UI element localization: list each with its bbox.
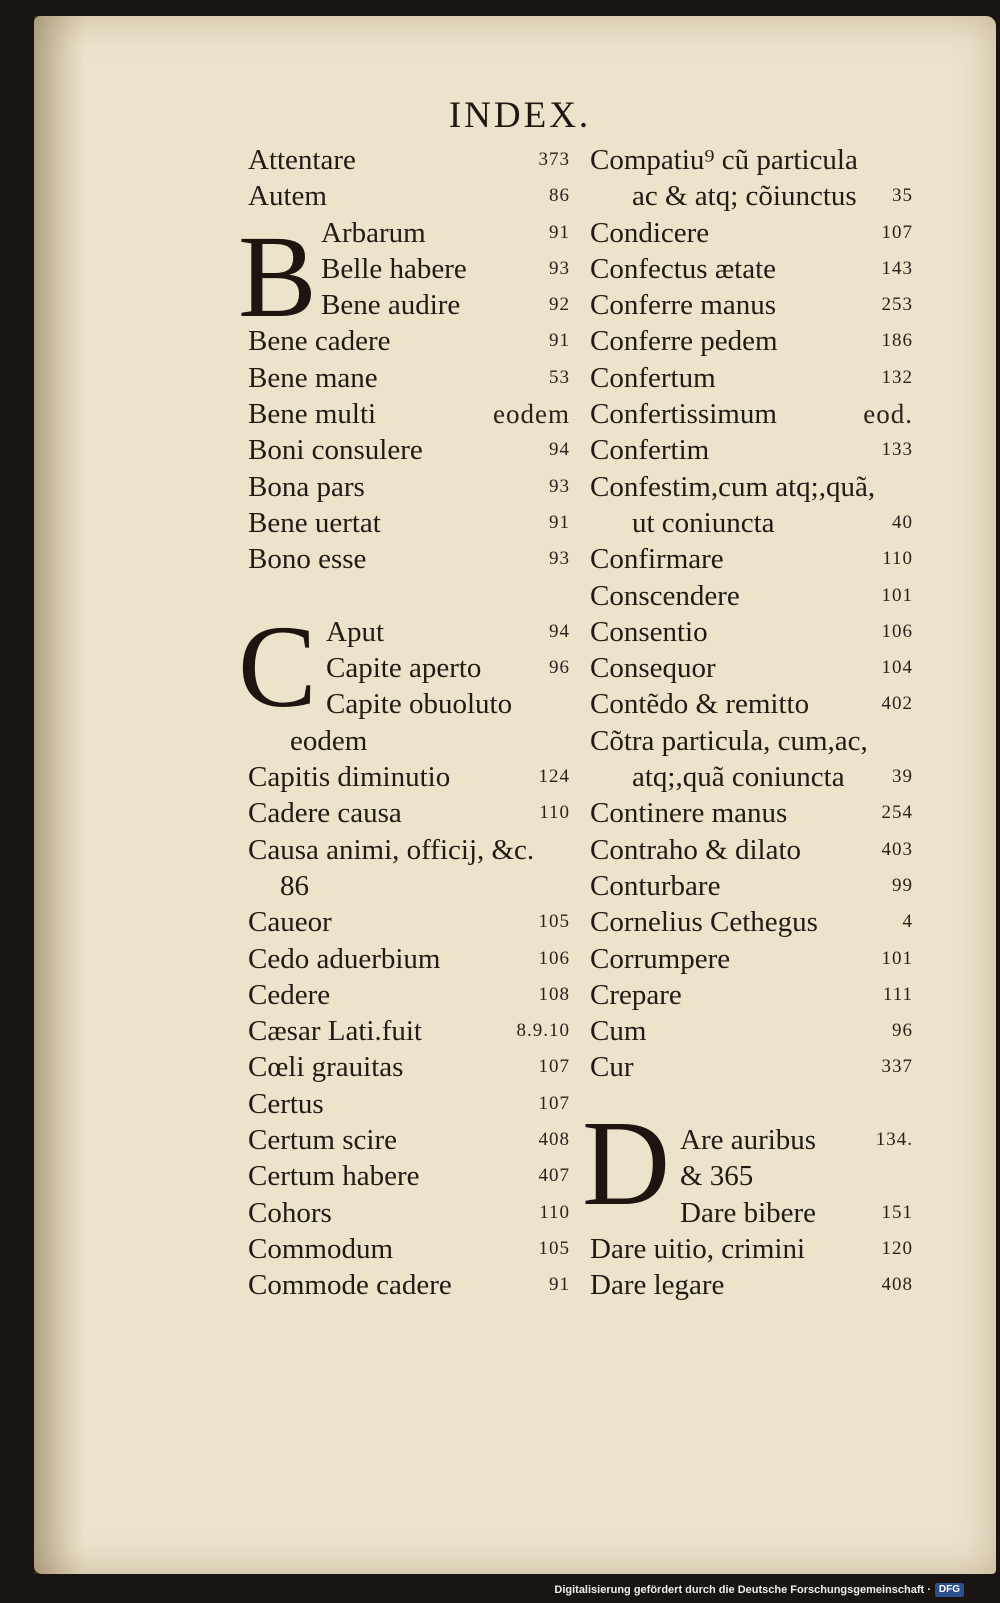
entry-term: & 365 — [680, 1160, 754, 1193]
index-entry — [248, 251, 570, 287]
index-entry — [248, 469, 570, 505]
entry-term: Cadere causa — [248, 797, 402, 830]
entry-page-number: 40 — [892, 511, 913, 533]
entry-term: Certum scire — [248, 1124, 397, 1157]
entry-page-number: 39 — [892, 766, 913, 788]
entry-term: Conturbare — [590, 869, 721, 902]
index-entry — [590, 686, 913, 722]
index-entry — [590, 1049, 913, 1085]
entry-page-number: eod. — [863, 399, 913, 430]
index-entry — [248, 432, 570, 468]
entry-term: Cum — [590, 1015, 647, 1048]
entry-page-number: 403 — [881, 838, 913, 860]
index-entry — [590, 941, 913, 977]
drop-cap-d: D — [582, 1096, 671, 1231]
entry-term: Capite aperto — [326, 652, 482, 685]
index-entry — [248, 1267, 570, 1303]
entry-term: Attentare — [248, 144, 356, 176]
entry-page-number: 91 — [549, 221, 570, 243]
entry-page-number: 110 — [882, 548, 913, 570]
index-entry — [248, 541, 570, 577]
entry-page-number: 94 — [549, 439, 570, 461]
entry-page-number: 133 — [881, 439, 913, 461]
entry-page-number: 120 — [881, 1237, 913, 1259]
entry-page-number: 151 — [881, 1201, 913, 1223]
entry-term: Cedere — [248, 978, 331, 1011]
entry-page-number: 107 — [538, 1092, 570, 1114]
index-entry — [248, 215, 570, 251]
entry-page-number: 254 — [881, 802, 913, 824]
index-entry — [590, 1122, 913, 1158]
entry-page-number: 134. — [875, 1129, 913, 1151]
entry-term: Cõtra particula, cum,ac, — [590, 724, 868, 757]
entry-page-number: 96 — [549, 657, 570, 679]
index-entry — [590, 396, 913, 432]
entry-page-number: 8.9.10 — [516, 1020, 570, 1042]
entry-term: Contẽdo & remitto — [590, 688, 810, 721]
index-column-right — [590, 142, 913, 1304]
index-entry — [248, 759, 570, 795]
entry-term: Cornelius Cethegus — [590, 906, 818, 939]
index-column-left — [248, 142, 570, 1304]
entry-term: Confestim,cum atq;,quã, — [590, 470, 876, 503]
entry-term: Capitis diminutio — [248, 761, 451, 794]
index-entry — [590, 432, 913, 468]
entry-page-number: 110 — [539, 1201, 570, 1223]
index-entry — [590, 795, 913, 831]
entry-term: Contraho & dilato — [590, 833, 802, 866]
entry-page-number: 91 — [549, 1274, 570, 1296]
entry-term: 86 — [280, 869, 309, 902]
entry-page-number: 186 — [881, 330, 913, 352]
index-entry — [590, 251, 913, 287]
entry-term: Bene multi — [248, 398, 377, 431]
entry-term: Bene cadere — [248, 325, 391, 358]
index-entry — [590, 832, 913, 868]
entry-page-number: 35 — [892, 185, 913, 207]
index-entry — [248, 941, 570, 977]
entry-page-number: 99 — [892, 874, 913, 896]
index-entry — [590, 650, 913, 686]
entry-page-number: 408 — [538, 1129, 570, 1151]
entry-term: Consequor — [590, 652, 716, 685]
entry-term: Cedo aduerbium — [248, 942, 441, 975]
index-entry — [248, 723, 570, 759]
entry-page-number: 106 — [538, 947, 570, 969]
entry-page-number: 337 — [881, 1056, 913, 1078]
page-title: INDEX. — [448, 95, 592, 136]
dfg-logo: DFG — [935, 1583, 964, 1597]
entry-page-number: 101 — [881, 947, 913, 969]
entry-page-number: 104 — [881, 657, 913, 679]
index-entry — [248, 360, 570, 396]
index-entry — [590, 505, 913, 541]
entry-term: Cohors — [248, 1196, 332, 1229]
index-entry — [590, 904, 913, 940]
entry-term: Autem — [248, 180, 327, 213]
entry-term: Commodum — [248, 1232, 394, 1265]
entry-page-number: eodem — [493, 399, 570, 430]
index-entry — [248, 1049, 570, 1085]
index-entry — [248, 868, 570, 904]
entry-page-number: 110 — [539, 802, 570, 824]
entry-page-number: 93 — [549, 257, 570, 279]
index-entry — [590, 541, 913, 577]
index-entry — [248, 614, 570, 650]
index-entry — [590, 614, 913, 650]
entry-term: ut coniuncta — [632, 506, 775, 539]
drop-cap-c: C — [238, 601, 317, 732]
index-entry — [590, 1231, 913, 1267]
entry-term: Continere manus — [590, 797, 788, 830]
entry-page-number: 111 — [882, 983, 913, 1005]
index-entry — [590, 142, 913, 178]
entry-term: Confertum — [590, 361, 716, 394]
entry-term: Bono esse — [248, 543, 367, 576]
index-entry — [590, 215, 913, 251]
entry-term: Dare bibere — [680, 1196, 817, 1229]
index-entry — [248, 1086, 570, 1122]
entry-term: eodem — [290, 724, 368, 757]
entry-page-number: 91 — [549, 330, 570, 352]
entry-page-number: 93 — [549, 475, 570, 497]
entry-page-number: 408 — [881, 1274, 913, 1296]
entry-page-number: 93 — [549, 548, 570, 570]
entry-page-number: 101 — [881, 584, 913, 606]
digitization-footer — [554, 1579, 964, 1601]
entry-term: Cur — [590, 1051, 634, 1084]
entry-term: Crepare — [590, 978, 682, 1011]
entry-term: Arbarum — [321, 216, 426, 249]
entry-term: Causa animi, officij, &c. — [248, 833, 535, 866]
entry-term: Dare legare — [590, 1269, 725, 1302]
index-entry — [248, 977, 570, 1013]
entry-page-number: 407 — [538, 1165, 570, 1187]
entry-term: Dare uitio, crimini — [590, 1232, 806, 1265]
entry-page-number: 402 — [881, 693, 913, 715]
entry-page-number: 106 — [881, 620, 913, 642]
entry-term: Corrumpere — [590, 942, 731, 975]
entry-page-number: 107 — [538, 1056, 570, 1078]
index-entry — [248, 323, 570, 359]
index-entry — [248, 1231, 570, 1267]
entry-term: Bene mane — [248, 361, 378, 394]
index-entry — [590, 1013, 913, 1049]
index-entry — [590, 759, 913, 795]
entry-page-number: 253 — [881, 294, 913, 316]
entry-term: Confirmare — [590, 543, 724, 576]
entry-page-number: 96 — [892, 1020, 913, 1042]
entry-page-number: 92 — [549, 294, 570, 316]
footer-text: Digitalisierung gefördert durch die Deutsche Forschungsgemeinschaft · — [554, 1584, 931, 1596]
entry-term: Cœli grauitas — [248, 1051, 404, 1084]
index-entry — [248, 1195, 570, 1231]
entry-term: Belle habere — [321, 252, 467, 285]
entry-term: Confertim — [590, 434, 710, 467]
index-entry — [248, 142, 570, 178]
index-entry — [590, 1195, 913, 1231]
entry-page-number: 86 — [549, 185, 570, 207]
index-entry — [590, 723, 913, 759]
index-entry — [248, 178, 570, 214]
entry-term: Confertissimum — [590, 398, 777, 431]
entry-term: Aput — [326, 615, 384, 648]
entry-term: Compatiu⁹ cũ particula — [590, 144, 858, 176]
entry-term: Caueor — [248, 906, 332, 939]
index-entry — [248, 650, 570, 686]
drop-cap-b: B — [238, 211, 317, 342]
entry-term: Commode cadere — [248, 1269, 452, 1302]
entry-page-number: 53 — [549, 366, 570, 388]
index-entry — [248, 1158, 570, 1194]
entry-term: Conferre manus — [590, 289, 777, 322]
index-entry — [590, 287, 913, 323]
index-entry — [248, 287, 570, 323]
entry-term: Bona pars — [248, 470, 365, 503]
index-entry — [590, 1267, 913, 1303]
index-entry — [248, 686, 570, 722]
entry-term: ac & atq; cõiunctus — [632, 180, 857, 213]
entry-page-number: 373 — [538, 149, 570, 170]
entry-page-number: 94 — [549, 620, 570, 642]
entry-term: Confectus ætate — [590, 252, 777, 285]
index-entry — [590, 469, 913, 505]
entry-term: Are auribus — [680, 1124, 817, 1157]
entry-term: Certus — [248, 1087, 324, 1120]
index-entry — [590, 868, 913, 904]
index-entry — [590, 323, 913, 359]
entry-term: Conferre pedem — [590, 325, 778, 358]
entry-page-number: 105 — [538, 1237, 570, 1259]
entry-term: Boni consulere — [248, 434, 423, 467]
entry-page-number: 107 — [881, 221, 913, 243]
entry-page-number: 105 — [538, 911, 570, 933]
entry-page-number: 124 — [538, 766, 570, 788]
entry-page-number: 132 — [881, 366, 913, 388]
entry-term: atq;,quã coniuncta — [632, 761, 845, 794]
index-entry — [248, 1013, 570, 1049]
entry-term: Capite obuoluto — [326, 688, 513, 721]
index-entry — [248, 795, 570, 831]
entry-term: Conscendere — [590, 579, 740, 612]
index-entry — [248, 832, 570, 868]
entry-page-number: 143 — [881, 257, 913, 279]
index-entry — [248, 904, 570, 940]
index-entry — [590, 977, 913, 1013]
entry-page-number: 91 — [549, 511, 570, 533]
entry-page-number: 108 — [538, 983, 570, 1005]
index-entry — [590, 360, 913, 396]
entry-page-number: 4 — [902, 911, 913, 933]
entry-term: Condicere — [590, 216, 710, 249]
index-entry — [248, 396, 570, 432]
index-entry — [590, 1158, 913, 1194]
index-entry — [590, 178, 913, 214]
entry-term: Consentio — [590, 615, 708, 648]
entry-term: Cæsar Lati.fuit — [248, 1015, 422, 1048]
index-entry — [248, 1122, 570, 1158]
entry-term: Bene uertat — [248, 506, 381, 539]
entry-term: Certum habere — [248, 1160, 420, 1193]
index-entry — [590, 578, 913, 614]
entry-term: Bene audire — [321, 289, 461, 322]
page-spine-shadow — [34, 16, 84, 1574]
index-entry — [248, 505, 570, 541]
